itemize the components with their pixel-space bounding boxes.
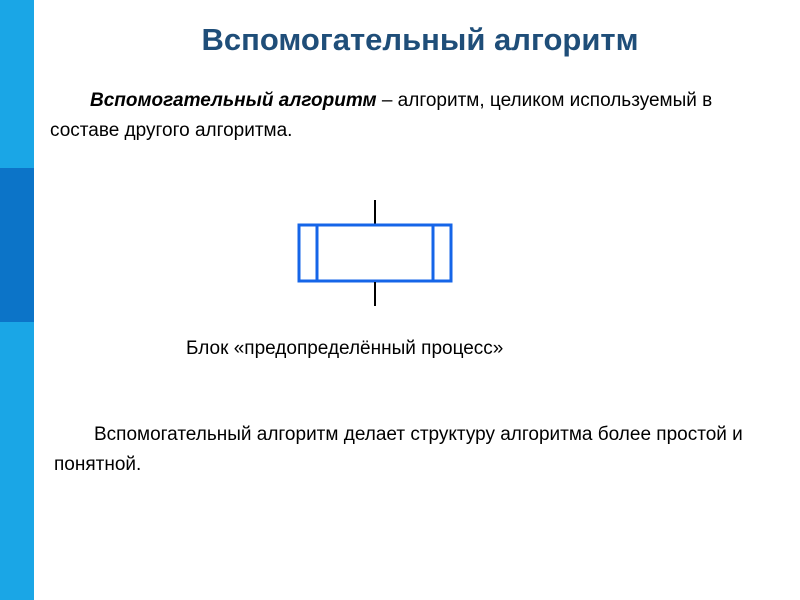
summary-paragraph: Вспомогательный алгоритм делает структуру алгоритма более простой и понятной. <box>54 424 743 475</box>
sidebar-stripe-middle <box>0 168 34 322</box>
sidebar-stripe-top <box>0 0 34 168</box>
definition-term: Вспомогательный алгоритм <box>90 90 377 111</box>
sidebar-stripe-bottom <box>0 322 34 600</box>
process-block-frame <box>299 225 451 281</box>
block-caption: Блок «предопределённый процесс» <box>186 338 504 359</box>
predefined-process-block <box>296 200 454 308</box>
slide-title: Вспомогательный алгоритм <box>201 22 639 57</box>
definition-text: – алгоритм, целиком используемый в составе другого алгоритма. <box>50 90 713 141</box>
definition-paragraph <box>50 86 750 146</box>
